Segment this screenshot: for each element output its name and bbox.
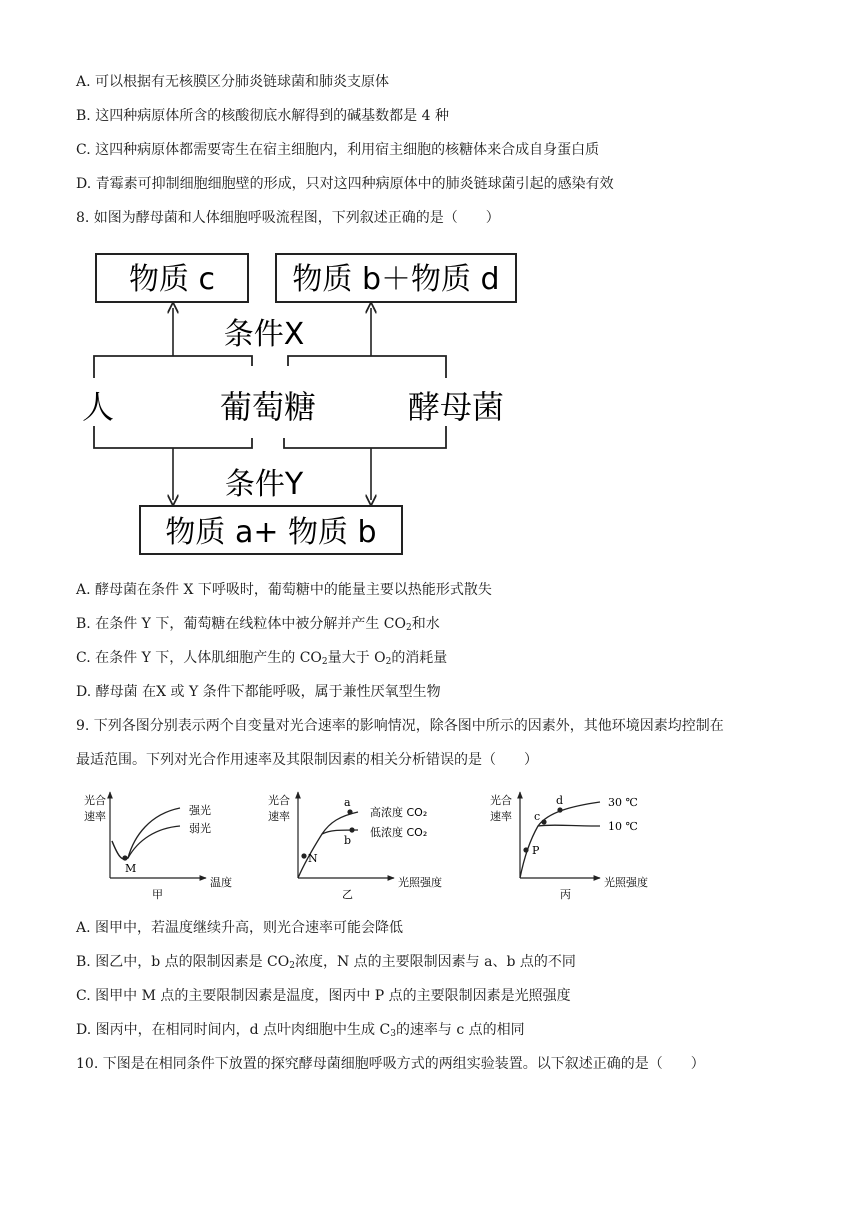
- yeast-label: 酵母菌: [408, 388, 505, 426]
- q10-stem: 10. 下图是在相同条件下放置的探究酵母菌细胞呼吸方式的两组实验装置。以下叙述正确的是（ ）: [76, 1056, 705, 1072]
- q9-option-b: B. 图乙中，b 点的限制因素是 $CO_2$浓度，N 点的主要限制因素与 a、b 点的不同: [76, 954, 576, 971]
- jia-weak-light: 弱光: [189, 822, 211, 835]
- bing-point-p: P: [532, 844, 540, 857]
- yi-point-a: a: [344, 796, 351, 809]
- condition-y-label: 条件Y: [224, 467, 304, 502]
- respiration-flow-diagram: [70, 238, 530, 568]
- bing-30c: 30 ℃: [608, 796, 638, 809]
- bing-name: 丙: [560, 888, 571, 901]
- jia-xlabel: 温度: [210, 876, 232, 889]
- graph-bing: [490, 792, 648, 901]
- yi-ylabel-1: 光合: [268, 794, 290, 807]
- q9-stem-line1: 9. 下列各图分别表示两个自变量对光合速率的影响情况，除各图中所示的因素外，其他环境因素均控制在: [76, 718, 724, 734]
- yi-name: 乙: [342, 888, 353, 901]
- bing-ylabel-1: 光合: [490, 794, 512, 807]
- bing-ylabel-2: 速率: [490, 810, 512, 823]
- jia-ylabel-1: 光合: [84, 794, 106, 807]
- q8-option-a: A. 酵母菌在条件 X 下呼吸时，葡萄糖中的能量主要以热能形式散失: [76, 582, 492, 598]
- yi-high-co2: 高浓度 CO₂: [370, 806, 428, 819]
- jia-name: 甲: [152, 888, 163, 901]
- jia-strong-light: 强光: [189, 804, 211, 817]
- bing-xlabel: 光照强度: [604, 876, 648, 889]
- bing-10c: 10 ℃: [608, 820, 638, 833]
- yi-ylabel-2: 速率: [268, 810, 290, 823]
- q7-option-c: C. 这四种病原体都需要寄生在宿主细胞内，利用宿主细胞的核糖体来合成自身蛋白质: [76, 142, 600, 158]
- q9-option-d: D. 图丙中，在相同时间内，d 点叶肉细胞中生成 $C_3$的速率与 c 点的相同: [76, 1022, 525, 1039]
- jia-point-m: M: [125, 862, 137, 875]
- box-substance-c-label: 物质 c: [128, 262, 216, 297]
- q9-option-a: A. 图甲中，若温度继续升高，则光合速率可能会降低: [76, 920, 404, 936]
- bing-point-d: d: [556, 794, 564, 807]
- yi-point-n: N: [308, 852, 318, 865]
- condition-x-label: 条件X: [223, 317, 305, 352]
- q7-option-a: A. 可以根据有无核膜区分肺炎链球菌和肺炎支原体: [76, 74, 390, 90]
- bing-point-c: c: [534, 810, 541, 823]
- q9-option-c: C. 图甲中 M 点的主要限制因素是温度，图丙中 P 点的主要限制因素是光照强度: [76, 988, 571, 1004]
- yi-point-b: b: [344, 834, 352, 847]
- yi-low-co2: 低浓度 CO₂: [370, 826, 428, 839]
- box-substance-bd-label: 物质 b＋物质 d: [292, 262, 500, 297]
- q8-option-b: B. 在条件 Y 下，葡萄糖在线粒体中被分解并产生 $CO_2$和水: [76, 616, 440, 633]
- jia-ylabel-2: 速率: [84, 810, 106, 823]
- photosynthesis-graphs: [72, 786, 682, 904]
- box-substance-ab-label: 物质 a+ 物质 b: [165, 515, 377, 550]
- q8-option-c: C. 在条件 Y 下，人体肌细胞产生的 $CO_2$量大于 $O_2$的消耗量: [76, 650, 448, 667]
- graph-jia: [84, 792, 232, 901]
- glucose-label: 葡萄糖: [219, 388, 317, 426]
- yi-xlabel: 光照强度: [398, 876, 442, 889]
- q7-option-d: D. 青霉素可抑制细胞细胞壁的形成，只对这四种病原体中的肺炎链球菌引起的感染有效: [76, 176, 614, 192]
- q8-option-d: D. 酵母菌 在X 或 Y 条件下都能呼吸，属于兼性厌氧型生物: [76, 684, 441, 700]
- graph-yi: [268, 792, 442, 901]
- human-label: 人: [82, 388, 115, 426]
- q8-stem: 8. 如图为酵母菌和人体细胞呼吸流程图，下列叙述正确的是（ ）: [76, 210, 500, 226]
- q7-option-b: B. 这四种病原体所含的核酸彻底水解得到的碱基数都是 4 种: [76, 108, 449, 124]
- q9-stem-line2: 最适范围。下列对光合作用速率及其限制因素的相关分析错误的是（ ）: [76, 752, 538, 768]
